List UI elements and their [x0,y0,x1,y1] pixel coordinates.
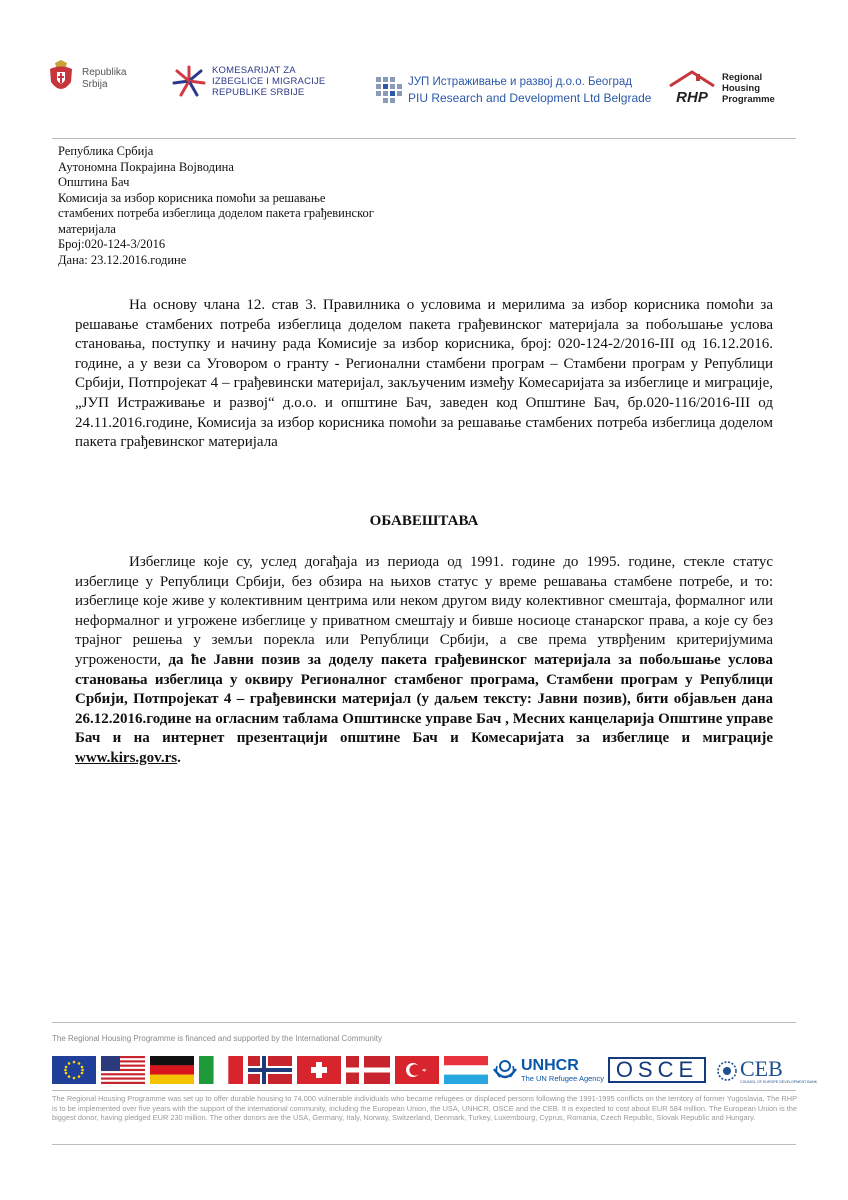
kirs-logo-line2: IZBEGLICE I MIGRACIJE [212,75,326,87]
notice-end-punctuation: . [177,749,181,766]
serbia-coat-of-arms-icon [46,60,76,98]
piu-logo-line2: PIU Research and Development Ltd Belgrade [408,91,652,105]
unhcr-emblem-icon [492,1057,518,1083]
serbia-logo [46,60,126,98]
serbia-logo-line1: Republika [82,67,127,78]
footer-divider-bottom [52,1090,796,1091]
kirs-logo-line1: KOMESARIJAT ZA [212,64,296,76]
germany-flag-icon [150,1056,194,1084]
norway-flag-icon [248,1056,292,1084]
unhcr-tagline: The UN Refugee Agency [521,1073,604,1083]
footer-divider-end [52,1144,796,1145]
address-line-country: Република Србија [58,144,154,158]
osce-logo: OSCE [608,1057,706,1083]
address-line-commission-1: Комисија за избор корисника помоћи за решавање [58,190,326,205]
rhp-mark-text: RHP [676,89,708,106]
unhcr-name: UNHCR [521,1056,579,1074]
switzerland-flag-icon [297,1056,341,1084]
kirs-logo-line3: REPUBLIKE SRBIJE [212,86,305,98]
ceb-name: CEB [740,1055,783,1081]
header-logos [46,56,806,118]
ceb-logo [716,1056,817,1086]
notice-text: Избеглице које су, услед догађаја из периода од 1991. године до 1995. године, стекле статус избеглице у Републици Србији, без обзира на њихов статус у време решавања стамбене потребе, и то: избеглице које живе у колективним центрима или неком другом виду колективног смештаја, формалног или неформалног и угрожене избеглице у приватном смештају и бивше носиоце станарског права, а које су без трајног решења у земљи порекла или Републици Србији, а све према утврђеним критеријумима угрожености, [75,554,773,668]
eu-flag-icon [52,1056,96,1084]
luxembourg-flag-icon [444,1056,488,1084]
preamble-paragraph: На основу члана 12. став 3. Правилника о условима и мерилима за избор корисника помоћи за решавање стамбених потреба избеглица доделом пакета грађевинског материјала за побољшање услова становања, поступку и начину рада Комисије за избор корисника, број: 020-124-2/2016-III од 16.12.2016. године, а у вези са Уговором о гранту - Регионални стамбени програм – Стамбени програм у Републици Србији, Потпројекат 4 – грађевински материјал, закљученим између Комесаријата за избеглице и миграције, „ЈУП Истраживање и развој“ д.о.о. и општине Бач, заведен код Општине Бач, бр.020-116/2016-III од 24.11.2016.године, Комисија за избор корисника помоћи за решавање стамбених потреба избеглица доделом пакета грађевинског материјала [75,297,773,451]
italy-flag-icon [199,1056,243,1084]
kirs-star-icon [170,64,208,98]
sender-address-block [58,144,478,268]
kirs-website-link[interactable]: www.kirs.gov.rs [75,749,178,766]
rhp-logo-line2: Housing [722,82,760,94]
piu-logo-line1: ЈУП Истраживање и развој д.о.о. Београд [408,76,633,88]
rhp-logo-line3: Programme [722,93,775,105]
footer-caption: The Regional Housing Programme is financed and supported by the International Community [52,1034,382,1043]
serbia-logo-line2: Srbija [82,79,108,90]
turkey-flag-icon [395,1056,439,1084]
ceb-emblem-icon [716,1060,738,1082]
notice-bold-text: да ће Јавни позив за доделу пакета грађевинског материјала за побољшање услова становања избеглица у оквиру Регионалног стамбеног програма, Стамбени програм у Републици Србији, Потпројекат 4 – грађевински материјал (у даљем тексту: Јавни позив), бити објављен дана 26.12.2016.године на огласним таблама Општинске управе Бач , Месних канцеларија Општине управе Бач и на интернет презентацији општине Бач и Комесаријата за избеглице и миграције [75,651,773,747]
address-line-municipality: Општина Бач [58,175,130,189]
kirs-logo [170,64,325,98]
ceb-subtitle: COUNCIL OF EUROPE DEVELOPMENT BANK [740,1079,818,1084]
piu-grid-icon [376,77,402,103]
donor-flags-row [52,1055,818,1086]
address-line-commission-2: стамбених потреба избеглица доделом пакета грађевинског [58,206,374,220]
address-line-province: Аутономна Покрајина Војводина [58,159,234,174]
rhp-house-icon [666,70,718,106]
usa-flag-icon [101,1056,145,1084]
footer-divider-top [52,1022,796,1023]
denmark-flag-icon [346,1056,390,1084]
piu-logo [376,74,651,106]
document-number: Број:020-124-3/2016 [58,237,166,251]
unhcr-logo [492,1056,604,1084]
notice-heading: ОБАВЕШТАВА [369,513,479,529]
address-line-commission-3: материјала [58,221,116,236]
document-date: Дана: 23.12.2016.године [58,252,187,267]
rhp-logo-line1: Regional [722,71,763,83]
header-divider [52,138,796,139]
notice-paragraph [75,553,773,769]
rhp-logo [666,70,775,106]
footer-note: The Regional Housing Programme was set up to offer durable housing to 74,000 vulnerable individuals who became refugees or displaced persons following the 1991-1995 conflicts on the territory of former Yugoslavia. The RHP is to be implemented over five years with the support of the international community, including the European Union, the USA, UNHCR, OSCE and the CEB. It is expected to cost about EUR 584 million. The European Union is the biggest donor, having pledged EUR 230 million. The other donors are the USA, Germany, Italy, Norway, Switzerland, Denmark, Turkey, Luxembourg, Cyprus, Romania, Czech Republic, Slovak Republic and Hungary. [52,1094,797,1123]
